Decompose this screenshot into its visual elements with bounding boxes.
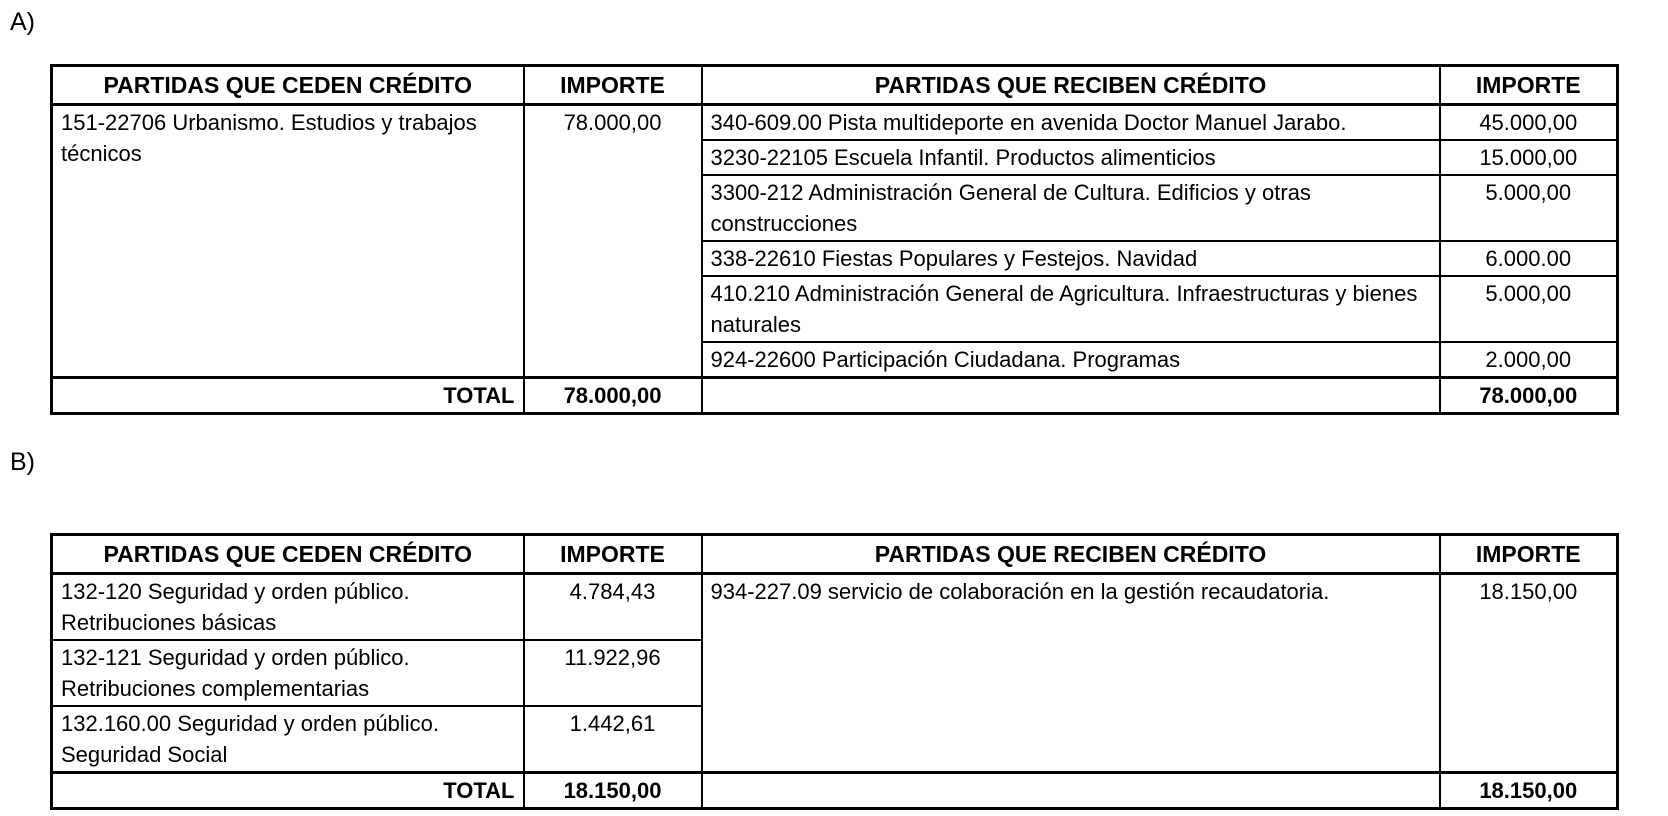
table-a-total-reciben-desc: [702, 378, 1440, 414]
table-a-total-label: TOTAL: [52, 378, 524, 414]
section-a-label: A): [10, 8, 35, 36]
table-b-total-row: [52, 773, 1618, 809]
table-a-header-ceden: PARTIDAS QUE CEDEN CRÉDITO: [52, 66, 524, 105]
table-b-credit-transfer: [50, 533, 1619, 810]
table-a-total-row: [52, 378, 1618, 414]
table-a-reciben-desc-1: 340-609.00 Pista multideporte en avenida Doctor Manuel Jarabo.: [702, 105, 1440, 141]
table-b-total-label: TOTAL: [52, 773, 524, 809]
table-b-ceden-desc-2: 132-121 Seguridad y orden público. Retribuciones complementarias: [52, 640, 524, 706]
table-a-reciben-desc-5: 410.210 Administración General de Agricultura. Infraestructuras y bienes naturales: [702, 276, 1440, 342]
table-a-reciben-desc-2: 3230-22105 Escuela Infantil. Productos alimenticios: [702, 140, 1440, 175]
table-b-header-reciben: PARTIDAS QUE RECIBEN CRÉDITO: [702, 535, 1440, 574]
table-a-header-importe-2: IMPORTE: [1440, 66, 1618, 105]
table-a-header-row: [52, 66, 1618, 105]
table-a-total-ceden-importe: 78.000,00: [524, 378, 702, 414]
table-a-reciben-importe-2: 15.000,00: [1440, 140, 1618, 175]
table-b-total-reciben-desc: [702, 773, 1440, 809]
table-b-ceden-importe-3: 1.442,61: [524, 706, 702, 773]
table-b-header-importe-2: IMPORTE: [1440, 535, 1618, 574]
table-b-ceden-importe-2: 11.922,96: [524, 640, 702, 706]
table-b-total-reciben-importe: 18.150,00: [1440, 773, 1618, 809]
table-a-ceden-importe: 78.000,00: [524, 105, 702, 378]
table-a-reciben-desc-6: 924-22600 Participación Ciudadana. Programas: [702, 342, 1440, 378]
table-b-ceden-desc-3: 132.160.00 Seguridad y orden público. Seguridad Social: [52, 706, 524, 773]
table-a-reciben-importe-3: 5.000,00: [1440, 175, 1618, 241]
table-a-reciben-importe-5: 5.000,00: [1440, 276, 1618, 342]
table-a-ceden-desc: 151-22706 Urbanismo. Estudios y trabajos técnicos: [52, 105, 524, 378]
table-b-reciben-importe: 18.150,00: [1440, 574, 1618, 773]
table-row: [52, 574, 1618, 641]
table-b-reciben-desc: 934-227.09 servicio de colaboración en la gestión recaudatoria.: [702, 574, 1440, 773]
table-a-reciben-desc-4: 338-22610 Fiestas Populares y Festejos. Navidad: [702, 241, 1440, 276]
table-a-credit-transfer: [50, 64, 1619, 415]
table-a-reciben-importe-6: 2.000,00: [1440, 342, 1618, 378]
table-a-header-importe-1: IMPORTE: [524, 66, 702, 105]
table-a-total-reciben-importe: 78.000,00: [1440, 378, 1618, 414]
section-b-label: B): [10, 448, 35, 476]
table-b-ceden-desc-1: 132-120 Seguridad y orden público. Retribuciones básicas: [52, 574, 524, 641]
table-b-total-ceden-importe: 18.150,00: [524, 773, 702, 809]
table-b-header-ceden: PARTIDAS QUE CEDEN CRÉDITO: [52, 535, 524, 574]
table-b-header-row: [52, 535, 1618, 574]
table-a-reciben-importe-4: 6.000.00: [1440, 241, 1618, 276]
table-a-reciben-importe-1: 45.000,00: [1440, 105, 1618, 141]
table-b-ceden-importe-1: 4.784,43: [524, 574, 702, 641]
table-b-header-importe-1: IMPORTE: [524, 535, 702, 574]
table-row: [52, 105, 1618, 141]
table-a-header-reciben: PARTIDAS QUE RECIBEN CRÉDITO: [702, 66, 1440, 105]
table-a-reciben-desc-3: 3300-212 Administración General de Cultura. Edificios y otras construcciones: [702, 175, 1440, 241]
